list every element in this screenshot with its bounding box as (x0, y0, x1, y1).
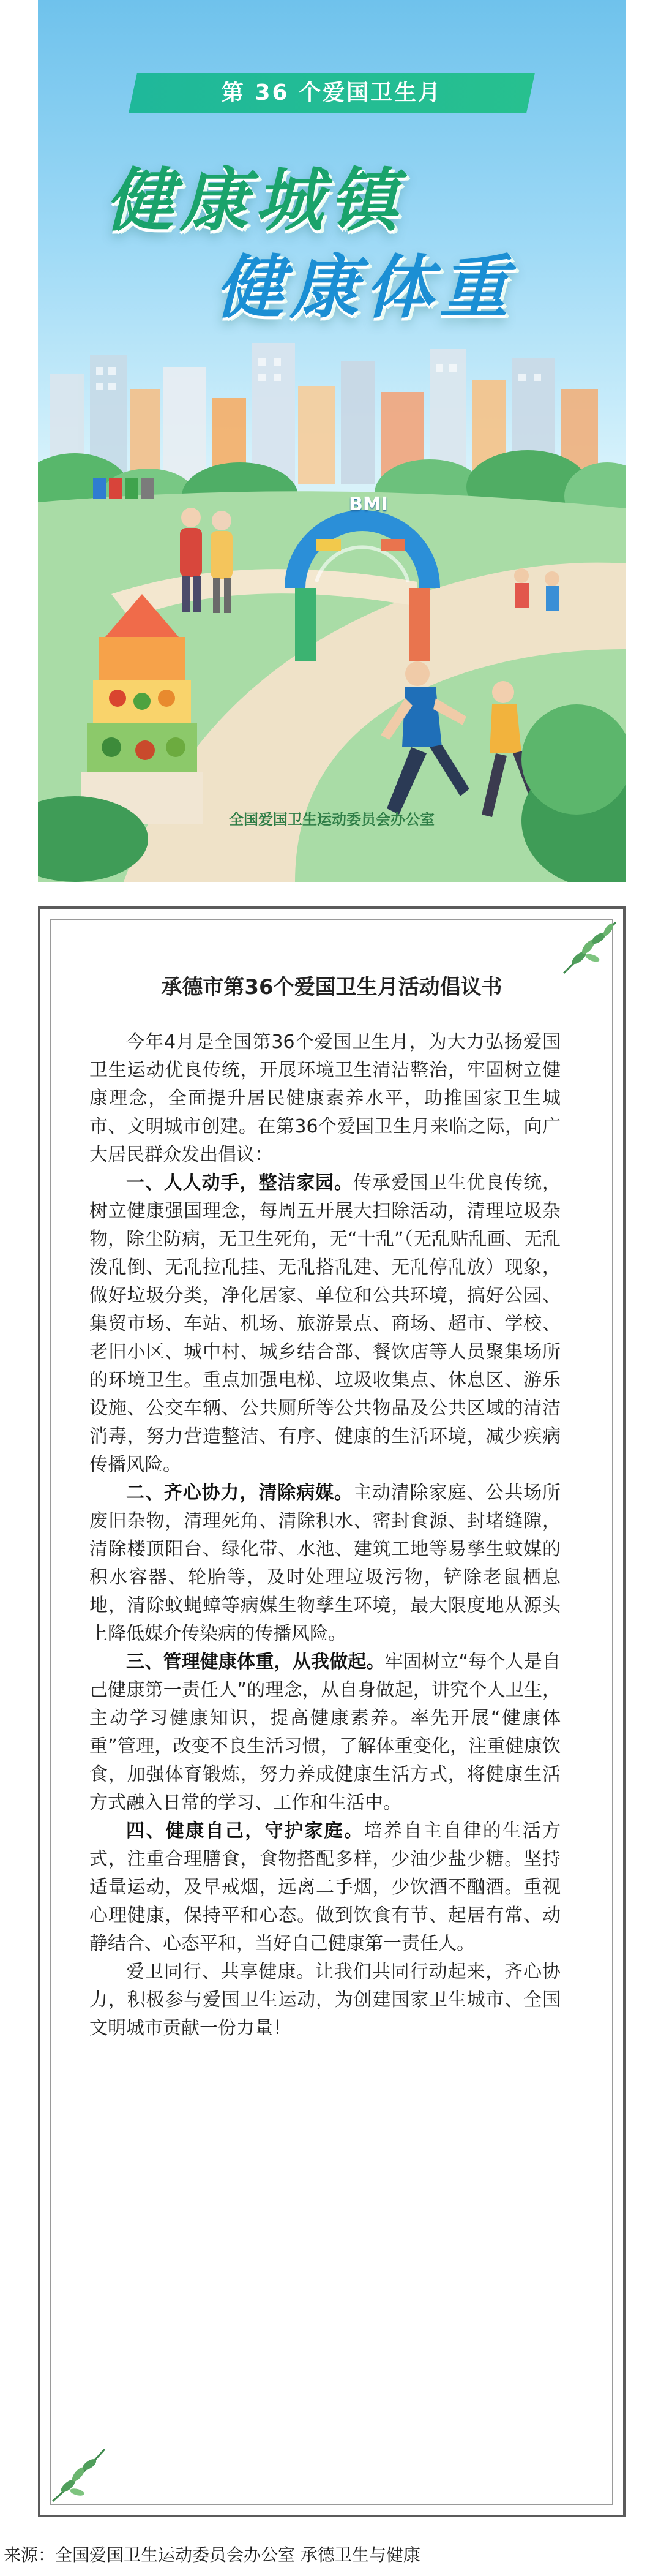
section-2 (89, 1479, 561, 1648)
bmi-label: BMI (349, 494, 388, 515)
section-4-text: 培养自主自律的生活方式，注重合理膳食，食物搭配多样，少油少盐少糖。坚持适量运动，及早戒烟，远离二手烟，少饮酒不酗酒。重视心理健康，保持平和心态。做到饮食有节、起居有常、动静结合、心态平和，当好自己健康第一责任人。 (89, 1820, 561, 1954)
proposal-letter (38, 906, 626, 2517)
letter-body (89, 1028, 561, 2043)
section-1-heading: 一、人人动手，整洁家园。 (126, 1172, 353, 1194)
letter-intro: 今年4月是全国第36个爱国卫生月，为大力弘扬爱国卫生运动优良传统，开展环境卫生清洁整治，牢固树立健康理念，全面提升居民健康素养水平，助推国家卫生城市、文明城市创建。在第36个爱国卫生月来临之际，向广大居民群众发出倡议： (89, 1031, 561, 1166)
section-3-text: 牢固树立“每个人是自己健康第一责任人”的理念，从自身做起，讲究个人卫生，主动学习健康知识，提高健康素养。率先开展“健康体重”管理，改变不良生活习惯，了解体重变化，注重健康饮食，加强体育锻炼，努力养成健康生活方式，将健康生活方式融入日常的学习、工作和生活中。 (89, 1651, 561, 1813)
section-2-text: 主动清除家庭、公共场所废旧杂物，清理死角、清除积水、密封食源、封堵缝隙，清除楼顶阳台、绿化带、水池、建筑工地等易孳生蚊媒的积水容器、轮胎等，及时处理垃圾污物，铲除老鼠栖息地，清除蚊蝇蟑等病媒生物孳生环境，最大限度地从源头上降低媒介传染病的传播风险。 (89, 1482, 561, 1644)
leaf-decoration-bottom-left (47, 2440, 114, 2507)
section-4-heading: 四、健康自己，守护家庭。 (126, 1820, 364, 1842)
section-3 (89, 1648, 561, 1817)
slogan-line-1: 健康城镇 (105, 161, 404, 241)
letter-closing: 爱卫同行、共享健康。让我们共同行动起来，齐心协力，积极参与爱国卫生运动，为创建国家卫生城市、全国文明城市贡献一份力量！ (89, 1961, 561, 2039)
slogan-line-2: 健康体重 (215, 248, 514, 328)
section-3-heading: 三、管理健康体重，从我做起。 (126, 1651, 385, 1673)
letter-title: 承德市第36个爱国卫生月活动倡议书 (161, 975, 502, 1000)
poster-organization: 全国爱国卫生运动委员会办公室 (229, 811, 435, 828)
source-credit: 来源：全国爱国卫生运动委员会办公室 承德卫生与健康 (4, 2545, 420, 2565)
poster-image (38, 0, 626, 882)
poster-illustration (38, 331, 626, 882)
section-1 (89, 1169, 561, 1479)
section-2-heading: 二、齐心协力，清除病媒。 (126, 1482, 353, 1504)
poster-banner-text: 第 36 个爱国卫生月 (221, 80, 443, 105)
section-4 (89, 1817, 561, 1958)
section-1-text: 传承爱国卫生优良传统，树立健康强国理念，每周五开展大扫除活动，清理垃圾杂物，除尘防病，无卫生死角，无“十乱”（无乱贴乱画、无乱泼乱倒、无乱拉乱挂、无乱搭乱建、无乱停乱放）现象，做好垃圾分类，净化居家、单位和公共环境，搞好公园、集贸市场、车站、机场、旅游景点、商场、超市、学校、老旧小区、城中村、城乡结合部、餐饮店等人员聚集场所的环境卫生。重点加强电梯、垃圾收集点、休息区、游乐设施、公交车辆、公共厕所等公共物品及公共区域的清洁消毒，努力营造整洁、有序、健康的生活环境，减少疾病传播风险。 (89, 1172, 561, 1475)
